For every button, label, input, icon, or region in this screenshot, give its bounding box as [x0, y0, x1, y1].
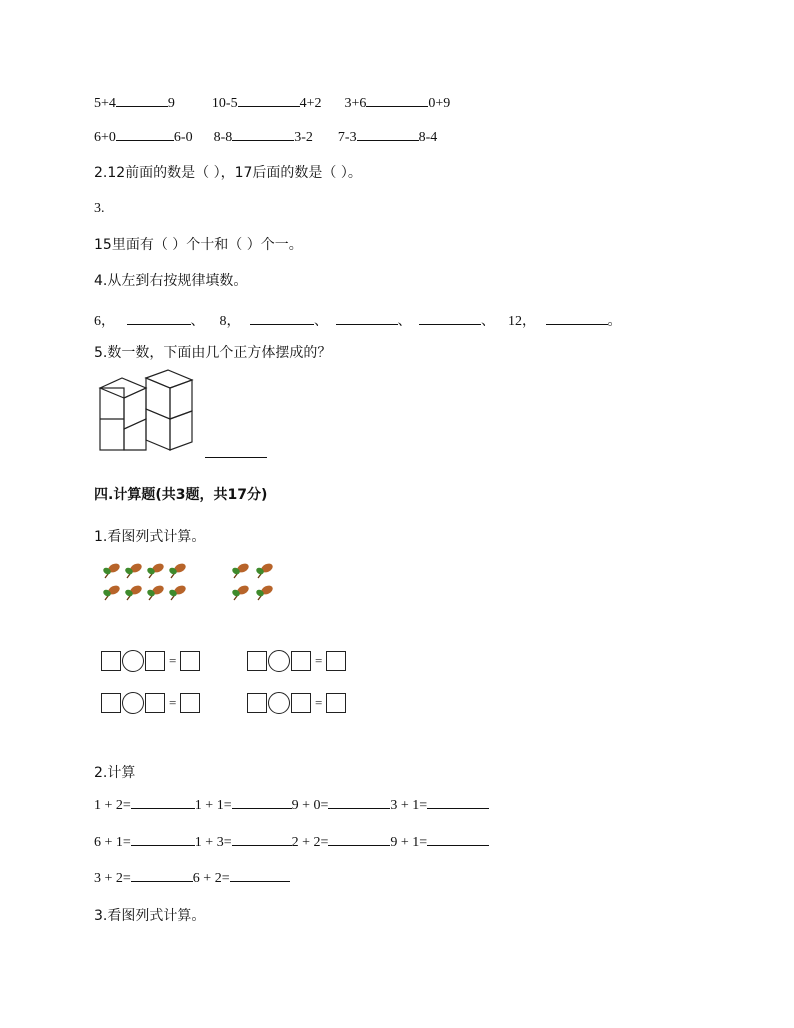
leaf-icon: [124, 562, 144, 580]
expr: 8-4: [418, 130, 438, 145]
operator-circle[interactable]: [268, 692, 290, 714]
equals-sign: =: [169, 653, 177, 668]
expr: 2 + 2=: [291, 835, 329, 850]
answer-blank[interactable]: [427, 797, 489, 809]
answer-blank[interactable]: [427, 834, 489, 846]
seq-sep: 、: [481, 314, 495, 329]
expr: 4+2: [299, 96, 322, 111]
calc-row-2: [94, 834, 489, 851]
leaf-icon: [254, 584, 276, 602]
expr: 8-8: [213, 130, 233, 145]
answer-blank[interactable]: [238, 95, 300, 107]
answer-blank[interactable]: [232, 797, 292, 809]
question-2: 2.12前面的数是（ ），17后面的数是（ ）。: [94, 165, 362, 181]
answer-blank[interactable]: [232, 834, 292, 846]
seq-sep: 、: [190, 314, 205, 329]
answer-blank[interactable]: [546, 313, 608, 325]
compare-row-2: [94, 129, 437, 146]
expr: 9 + 0=: [291, 798, 329, 813]
answer-blank[interactable]: [230, 870, 290, 882]
expr: 6 + 2=: [192, 871, 230, 886]
leaf-icon: [102, 562, 122, 580]
expr: 3+6: [344, 96, 367, 111]
leaf-icon: [168, 584, 188, 602]
answer-blank[interactable]: [328, 797, 390, 809]
answer-blank[interactable]: [205, 446, 267, 458]
leaf-group-top-right: [230, 562, 276, 580]
expr: 1 + 3=: [194, 835, 232, 850]
expr: 3 + 1=: [390, 798, 428, 813]
section-4-heading: 四.计算题(共3题，共17分): [94, 487, 268, 503]
expr: 10-5: [211, 96, 238, 111]
answer-box[interactable]: [145, 693, 165, 713]
leaf-icon: [168, 562, 188, 580]
leaf-icon: [146, 562, 166, 580]
answer-blank[interactable]: [366, 95, 428, 107]
answer-blank[interactable]: [250, 313, 314, 325]
seq-end: 。: [607, 314, 622, 329]
question-4: 4.从左到右按规律填数。: [94, 273, 248, 289]
leaf-icon: [102, 584, 122, 602]
answer-box[interactable]: [180, 651, 200, 671]
calc-row-1: [94, 797, 489, 814]
calc-question-2: 2.计算: [94, 765, 136, 781]
answer-blank[interactable]: [131, 834, 195, 846]
seq-value: 12，: [508, 314, 536, 329]
calc-question-3: 3.看图列式计算。: [94, 908, 206, 924]
answer-box[interactable]: [101, 651, 121, 671]
equals-sign: =: [169, 695, 177, 710]
answer-blank[interactable]: [116, 95, 168, 107]
expr: 1 + 1=: [194, 798, 232, 813]
calc-question-1: 1.看图列式计算。: [94, 529, 206, 545]
seq-value: 6，: [94, 314, 115, 329]
expr: 3-2: [294, 130, 313, 145]
leaf-icon: [230, 584, 252, 602]
answer-box[interactable]: [180, 693, 200, 713]
operator-circle[interactable]: [122, 650, 144, 672]
expr: 3 + 2=: [94, 871, 131, 886]
expr: 7-3: [337, 130, 357, 145]
answer-blank[interactable]: [131, 797, 195, 809]
leaf-icon: [230, 562, 252, 580]
answer-box[interactable]: [247, 651, 267, 671]
answer-box[interactable]: [291, 651, 311, 671]
question-3-number: 3.: [94, 201, 105, 216]
expr: 9 + 1=: [390, 835, 428, 850]
cube-stack-icon: [98, 368, 200, 454]
answer-blank[interactable]: [131, 870, 193, 882]
sequence-row: [94, 310, 622, 330]
leaf-group-top-left: [102, 562, 188, 580]
answer-blank[interactable]: [336, 313, 398, 325]
leaf-icon: [146, 584, 166, 602]
expr: 5+4: [94, 96, 116, 111]
operator-circle[interactable]: [122, 692, 144, 714]
question-3-text: 15里面有（ ）个十和（ ）个一。: [94, 237, 303, 253]
expr: 6 + 1=: [94, 835, 131, 850]
equation-boxes: [247, 692, 346, 714]
compare-row-1: [94, 95, 450, 112]
answer-blank[interactable]: [116, 129, 174, 141]
answer-box[interactable]: [101, 693, 121, 713]
leaf-group-bottom-left: [102, 584, 188, 602]
answer-blank[interactable]: [232, 129, 294, 141]
answer-blank[interactable]: [328, 834, 390, 846]
expr: 6-0: [173, 130, 193, 145]
answer-blank[interactable]: [419, 313, 481, 325]
question-5: 5.数一数，下面由几个正方体摆成的？: [94, 345, 332, 361]
answer-blank[interactable]: [357, 129, 419, 141]
expr: 6+0: [94, 130, 116, 145]
leaf-icon: [254, 562, 276, 580]
equation-boxes: [247, 650, 346, 672]
equation-boxes: [101, 692, 200, 714]
calc-row-3: [94, 870, 290, 887]
operator-circle[interactable]: [268, 650, 290, 672]
leaf-icon: [124, 584, 144, 602]
answer-box[interactable]: [145, 651, 165, 671]
seq-sep: 、: [397, 314, 412, 329]
equation-boxes: [101, 650, 200, 672]
equals-sign: =: [315, 695, 323, 710]
answer-box[interactable]: [326, 651, 346, 671]
answer-box[interactable]: [247, 693, 267, 713]
expr: 9: [167, 96, 175, 111]
expr: 0+9: [428, 96, 451, 111]
answer-box[interactable]: [291, 693, 311, 713]
equals-sign: =: [315, 653, 323, 668]
answer-blank[interactable]: [127, 313, 191, 325]
seq-sep: 、: [314, 314, 328, 329]
leaf-group-bottom-right: [230, 584, 276, 602]
expr: 1 + 2=: [94, 798, 131, 813]
answer-box[interactable]: [326, 693, 346, 713]
seq-value: 8，: [219, 314, 241, 329]
